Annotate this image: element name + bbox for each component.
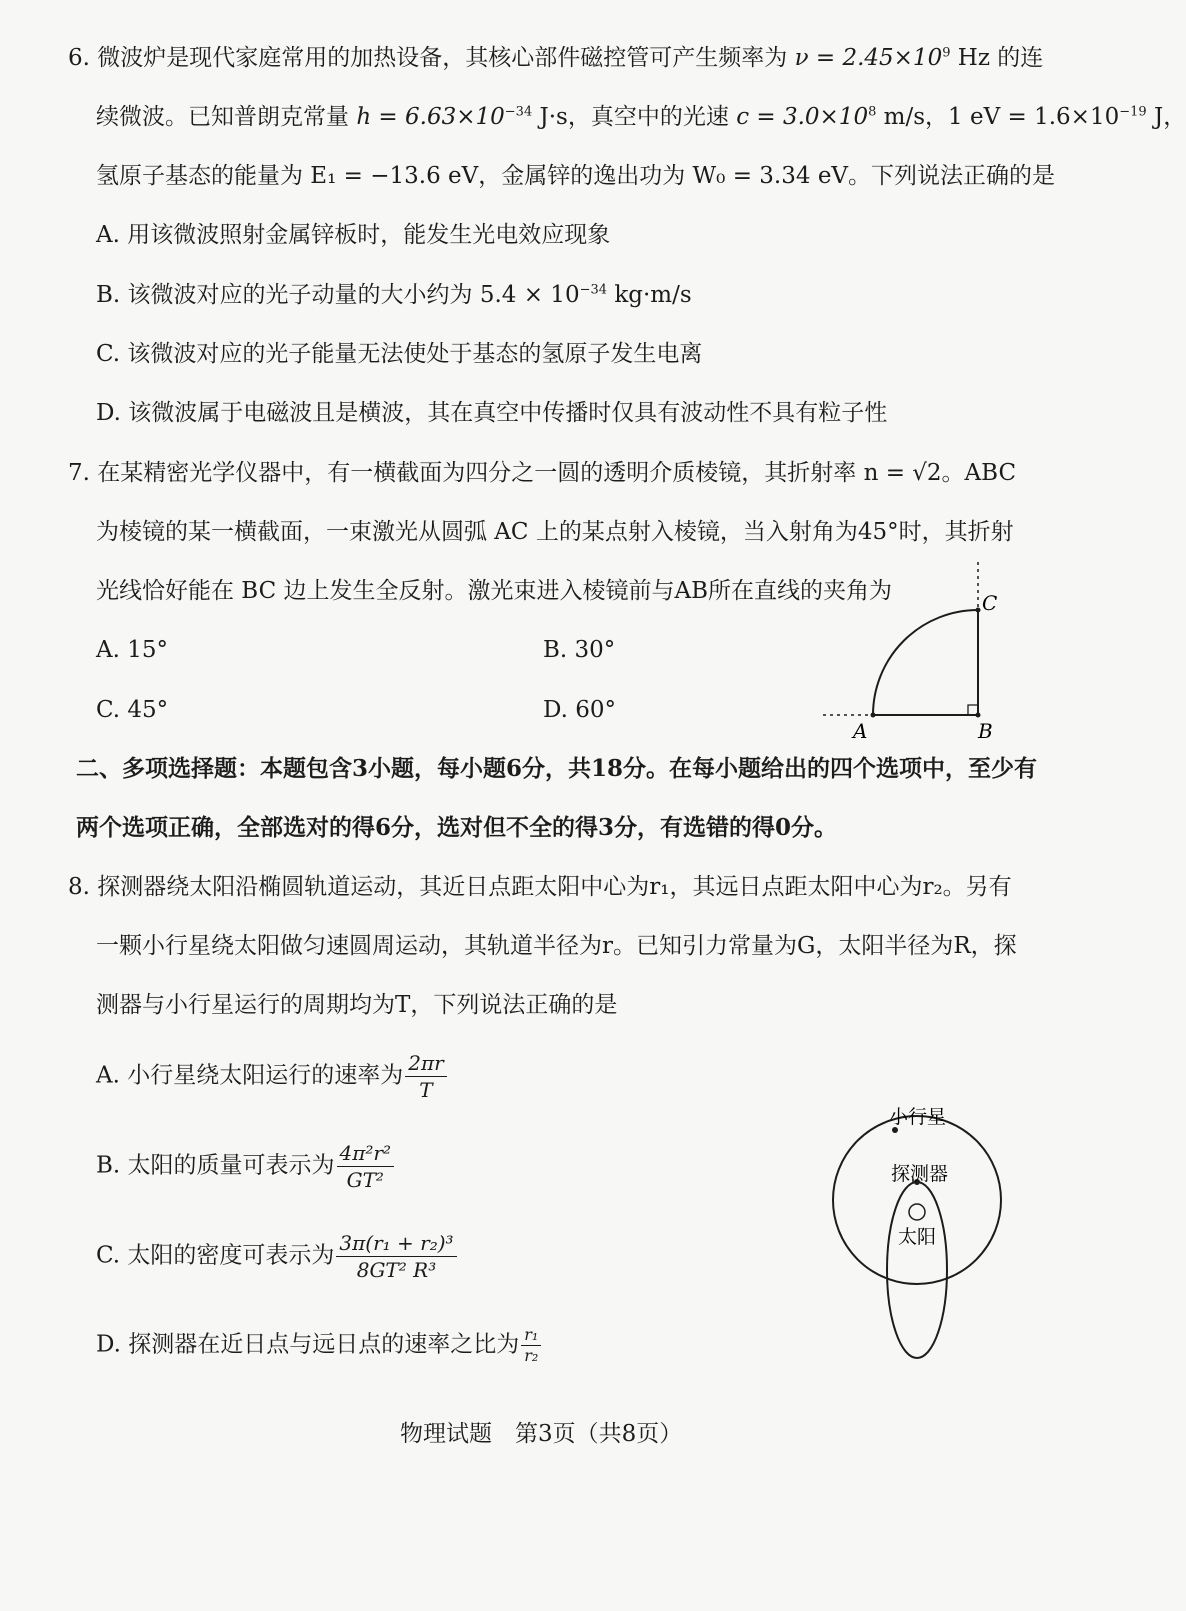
- page-footer: 物理试题 第3页（共8页）: [400, 1421, 683, 1447]
- section2-header-line2: 两个选项正确，全部选对的得6分，选对但不全的得3分，有选错的得0分。: [76, 814, 838, 841]
- label-asteroid: 小行星: [889, 1106, 947, 1128]
- label-c: C: [982, 591, 998, 615]
- quarter-circle-prism-diagram: [815, 560, 1015, 745]
- q8-option-c: C. 太阳的密度可表示为 $\frac{\text{3π(r₁ + r₂)³}}{\text{8GT² R³}}$: [96, 1230, 457, 1283]
- fraction-c: $\frac{\text{3π(r₁ + r₂)³}}{\text{8GT² R³}}$: [336, 1230, 456, 1283]
- q7-stem-line2: 为棱镜的某一横截面，一束激光从圆弧 AC 上的某点射入棱镜，当入射角为45°时，其折射: [96, 519, 1014, 545]
- q7-option-b: B. 30°: [543, 637, 616, 663]
- q7-stem-line3: 光线恰好能在 BC 边上发生全反射。激光束进入棱镜前与AB所在直线的夹角为: [96, 578, 893, 604]
- q6-stem-line2: 续微波。已知普朗克常量 $h = 6.63\times 10^{-34}$ J·s，真空中的光速 $c = 3.0\times 10^8$ m/s，1 eV = $1.6\times 10^{-19}$ J，: [96, 104, 1186, 130]
- point-b: [976, 713, 981, 718]
- q7-option-a: A. 15°: [96, 637, 168, 663]
- q6-option-a: A. 用该微波照射金属锌板时，能发生光电效应现象: [96, 222, 611, 248]
- q7-option-c: C. 45°: [96, 697, 169, 723]
- label-sun: 太阳: [898, 1226, 937, 1248]
- point-c: [976, 608, 981, 613]
- q8-stem-line2: 一颗小行星绕太阳做匀速圆周运动，其轨道半径为r。已知引力常量为G，太阳半径为R，探: [96, 933, 1017, 959]
- q8-option-a: A. 小行星绕太阳运行的速率为 $\frac{2\pi r}{T}$: [96, 1050, 447, 1103]
- q6-option-d: D. 该微波属于电磁波且是横波，其在真空中传播时仅具有波动性不具有粒子性: [96, 400, 888, 426]
- sun-icon: [909, 1204, 925, 1220]
- label-a: A: [853, 719, 868, 743]
- fraction-a: $\frac{2\pi r}{T}$: [405, 1050, 446, 1103]
- q6-stem-line3: 氢原子基态的能量为 E₁ = −13.6 eV，金属锌的逸出功为 W₀ = 3.34 eV。下列说法正确的是: [96, 163, 1056, 189]
- arc-ac: [873, 610, 978, 715]
- q8-stem-line1: 8. 探测器绕太阳沿椭圆轨道运动，其近日点距太阳中心为r₁，其远日点距太阳中心为r₂。另有: [68, 874, 1012, 900]
- fraction-d: $\frac{\text{r₁}}{\text{r₂}}$: [521, 1325, 541, 1366]
- q7-stem-line1: 7. 在某精密光学仪器中，有一横截面为四分之一圆的透明介质棱镜，其折射率 n = √2。ABC: [68, 460, 1017, 486]
- section2-header-line1: 二、多项选择题：本题包含3小题，每小题6分，共18分。在每小题给出的四个选项中，至少有: [76, 755, 1038, 782]
- q6-stem-line1: 6. 微波炉是现代家庭常用的加热设备，其核心部件磁控管可产生频率为 $\nu = 2.45\times 10^9$ Hz 的连: [68, 45, 1044, 71]
- q8-stem-line3: 测器与小行星运行的周期均为T，下列说法正确的是: [96, 992, 618, 1018]
- q8-option-b: B. 太阳的质量可表示为 $\frac{\text{4π²r²}}{\text{GT²}}$: [96, 1140, 394, 1193]
- q6-option-c: C. 该微波对应的光子能量无法使处于基态的氢原子发生电离: [96, 341, 703, 367]
- q8-option-d: D. 探测器在近日点与远日点的速率之比为 $\frac{\text{r₁}}{\text{r₂}}$: [96, 1325, 541, 1366]
- q7-option-d: D. 60°: [543, 697, 617, 723]
- orbit-diagram: [825, 1095, 1015, 1395]
- asteroid-circular-orbit: [833, 1116, 1001, 1284]
- q6-option-b: B. 该微波对应的光子动量的大小约为 $5.4 \times 10^{-34}$ kg·m/s: [96, 282, 692, 308]
- point-a: [871, 713, 876, 718]
- probe-elliptical-orbit: [887, 1182, 947, 1358]
- fraction-b: $\frac{\text{4π²r²}}{\text{GT²}}$: [337, 1140, 394, 1193]
- label-probe: 探测器: [891, 1163, 949, 1185]
- label-b: B: [978, 719, 993, 743]
